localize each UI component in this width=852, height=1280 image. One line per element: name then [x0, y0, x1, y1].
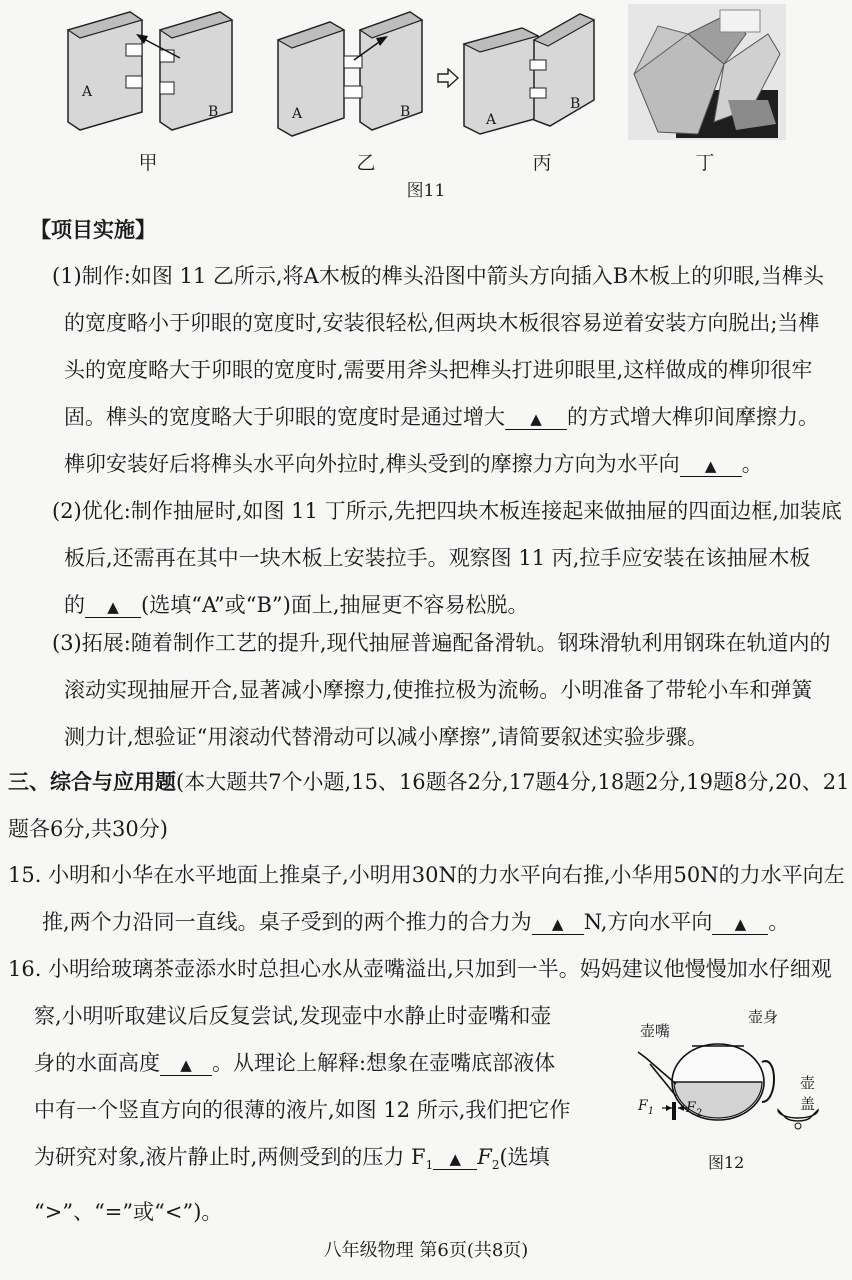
label-f1: $F_1$ [638, 1098, 655, 1117]
label-body: 壶身 [748, 1008, 779, 1026]
q1-line: 的宽度略小于卯眼的宽度时,安装很轻松,但两块木板很容易逆着安装方向脱出;当榫 [64, 311, 820, 335]
caption-bing: 丙 [532, 152, 552, 174]
q15-line2-mid: N,方向水平向 [583, 910, 713, 934]
q3-line: 测力计,想验证“用滚动代替滑动可以减小摩擦”,请简要叙述实验步骤。 [64, 725, 708, 749]
subscript-2: 2 [491, 1158, 500, 1173]
figure-11-yi [270, 0, 430, 140]
q3-line: 滚动实现抽屉开合,显著减小摩擦力,使推拉极为流畅。小明准备了带轮小车和弹簧 [64, 678, 813, 702]
answer-blank[interactable]: ▲ [160, 1055, 212, 1076]
section-title: 【项目实施】 [30, 217, 156, 242]
label-b: B [570, 96, 581, 112]
q16-line3-post: 。从理论上解释:想象在壶嘴底部液体 [212, 1051, 556, 1075]
label-b: B [400, 104, 411, 120]
figure-11-jia [60, 0, 240, 140]
q2-line: 板后,还需再在其中一块木板上安装拉手。观察图 11 丙,拉手应安装在该抽屉木板 [64, 546, 811, 570]
figure-11-bing [462, 0, 602, 140]
label-b: B [208, 104, 219, 120]
q16-line3-pre: 身的水面高度 [34, 1051, 160, 1075]
question-1 [30, 253, 822, 488]
caption-ding: 丁 [695, 152, 715, 174]
answer-blank[interactable]: ▲ [712, 914, 768, 935]
q2-line3-post: (选填“A”或“B”)面上,抽屉更不容易松脱。 [141, 593, 529, 617]
question-2 [30, 488, 842, 629]
q1-line4-post: 的方式增大榫卯间摩擦力。 [567, 405, 819, 429]
q16-line6: “>”、“=”或“<”)。 [34, 1200, 223, 1225]
q16-line1: 16. 小明给玻璃茶壶添水时总担心水从壶嘴溢出,只加到一半。妈妈建议他慢慢加水仔细观 [8, 957, 832, 981]
label-spout: 壶嘴 [640, 1022, 671, 1040]
q15-line1: 15. 小明和小华在水平地面上推桌子,小明用30N的力水平向右推,小华用50N的力水平向左 [8, 863, 845, 887]
part-3-title: 三、综合与应用题 [8, 769, 176, 794]
figure-11-title: 图11 [406, 181, 446, 201]
part-3-desc-2: 题各6分,共30分) [8, 817, 168, 841]
arrow-icon [436, 68, 460, 88]
answer-blank[interactable]: ▲ [433, 1149, 477, 1170]
q15-line2-post: 。 [768, 910, 790, 934]
label-f2: $F_2$ [686, 1100, 703, 1119]
page-footer: 八年级物理 第6页(共8页) [323, 1240, 529, 1261]
part-3-desc: (本大题共7个小题,15、16题各2分,17题4分,18题2分,19题8分,20、21 [176, 770, 850, 794]
figure-11-ding-photo [628, 4, 786, 140]
question-3 [30, 620, 831, 761]
q1-line4-pre: 固。榫头的宽度略大于卯眼的宽度时是通过增大 [64, 405, 505, 429]
answer-blank[interactable]: ▲ [505, 409, 567, 430]
label-a: A [292, 106, 303, 122]
q15-line2-pre: 推,两个力沿同一直线。桌子受到的两个推力的合力为 [42, 910, 532, 934]
answer-blank[interactable]: ▲ [532, 914, 584, 935]
question-15 [8, 852, 845, 946]
q16-line5-post: (选填 [499, 1145, 550, 1169]
caption-jia: 甲 [138, 152, 158, 174]
f2-symbol: F [477, 1145, 492, 1169]
label-a: A [82, 84, 93, 100]
answer-blank[interactable]: ▲ [85, 597, 141, 618]
label-lid: 壶盖 [800, 1074, 816, 1113]
q2-line: (2)优化:制作抽屉时,如图 11 丁所示,先把四块木板连接起来做抽屉的四面边框,加装底 [52, 499, 842, 523]
label-a: A [486, 112, 497, 128]
q1-line: (1)制作:如图 11 乙所示,将A木板的榫头沿图中箭头方向插入B木板上的卯眼,当榫头 [52, 264, 824, 288]
q16-line5-pre: 为研究对象,液片静止时,两侧受到的压力 F [34, 1145, 426, 1169]
subscript-1: 1 [425, 1158, 434, 1173]
q3-line: (3)拓展:随着制作工艺的提升,现代抽屉普遍配备滑轨。钢珠滑轨利用钢珠在轨道内的 [52, 631, 831, 655]
answer-blank[interactable]: ▲ [680, 456, 742, 477]
q1-line5-post: 。 [741, 452, 763, 476]
q16-line2: 察,小明听取建议后反复尝试,发现壶中水静止时壶嘴和壶 [34, 1004, 552, 1028]
figure-12-title: 图12 [708, 1153, 745, 1172]
figure-12-teapot [628, 1000, 828, 1180]
part-3-header [8, 758, 850, 853]
figure-11 [0, 0, 852, 200]
caption-yi: 乙 [356, 152, 376, 174]
q1-line: 头的宽度略大于卯眼的宽度时,需要用斧头把榫头打进卯眼里,这样做成的榫卯很牢 [64, 358, 813, 382]
q2-line3-pre: 的 [64, 593, 85, 617]
q16-line4: 中有一个竖直方向的很薄的液片,如图 12 所示,我们把它作 [34, 1098, 571, 1122]
q1-line5-pre: 榫卯安装好后将榫头水平向外拉时,榫头受到的摩擦力方向为水平向 [64, 452, 680, 476]
